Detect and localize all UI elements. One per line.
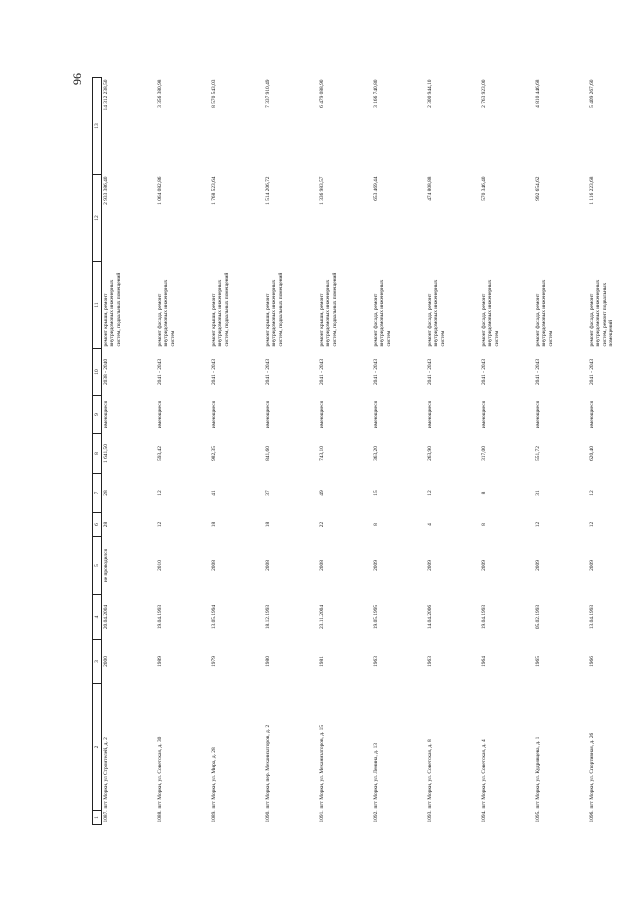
work-type: ремонт фасада, ремонт внутридомовых инженерных систем	[481, 279, 500, 347]
build-year: 1965	[535, 656, 542, 667]
count-6: 18	[265, 521, 272, 528]
address: пгт Морки, ул. Советская, д. 4	[481, 739, 488, 809]
count-7: 12	[589, 490, 596, 496]
date: 05.02.1993	[535, 604, 542, 630]
last-repair: 2008	[319, 560, 326, 571]
column-number: 9	[93, 396, 102, 434]
date: 13.05.1994	[211, 604, 218, 630]
table-row	[372, 78, 426, 825]
row-number: 1090.	[265, 810, 272, 823]
row-number: 1096.	[589, 810, 596, 823]
work-type: ремонт фасада, ремонт внутридомовых инженерных систем, ремонт подвальных помещений	[589, 279, 614, 347]
last-repair: 2008	[211, 560, 218, 571]
work-type: ремонт фасада, ремонт внутридомовых инженерных систем	[427, 279, 446, 347]
cost: 1 116 223,68	[589, 176, 596, 205]
build-year: 1980	[265, 656, 272, 667]
count-6: 12	[589, 521, 596, 528]
count-7: 41	[211, 490, 218, 496]
cost: 1 336 983,57	[319, 176, 326, 205]
status: имеющиеся	[265, 400, 272, 429]
cost: 1 768 523,64	[211, 176, 218, 205]
last-repair: не проводился	[102, 537, 157, 595]
cost: 992 654,62	[535, 176, 542, 201]
table-row	[102, 78, 157, 825]
build-year: 1989	[157, 656, 164, 667]
address: пгт Морки, ул Строителей, д. 2	[102, 684, 157, 811]
table-row	[426, 78, 480, 825]
date: 18.12.1993	[265, 604, 272, 630]
count-6: 4	[427, 523, 434, 526]
row-number: 1091.	[319, 810, 326, 823]
total: 6 479 088,90	[319, 79, 326, 108]
total: 3 166 740,80	[373, 79, 380, 108]
column-number: 4	[93, 595, 102, 640]
count-6: 22	[319, 521, 326, 528]
work-type: ремонт фасада, ремонт внутридомовых инженерных систем	[157, 279, 176, 347]
cost: 570 346,40	[481, 176, 488, 201]
status: имеющиеся	[102, 396, 157, 434]
date: 13.04.1993	[589, 604, 596, 630]
table-header	[93, 78, 102, 825]
last-repair: 2009	[481, 560, 488, 571]
status: имеющиеся	[535, 400, 542, 429]
total: 14 312 238,50	[102, 78, 157, 175]
work-type: ремонт фасада, ремонт внутридомовых инженерных систем	[373, 279, 392, 347]
area: 743,10	[319, 446, 326, 461]
status: имеющиеся	[319, 400, 326, 429]
build-year: 1966	[589, 656, 596, 667]
count-6: 18	[211, 521, 218, 528]
date: 20.04.2004	[102, 595, 157, 640]
table-body	[102, 78, 640, 825]
column-number: 7	[93, 474, 102, 513]
page-number: 96	[70, 73, 84, 85]
column-number: 6	[93, 513, 102, 537]
build-year: 1964	[481, 656, 488, 667]
table-row	[588, 78, 640, 825]
row-number: 1094.	[481, 810, 488, 823]
work-type: ремонт крыши, ремонт внутридомовых инженерных систем, подвальных помещений	[319, 272, 338, 347]
date: 14.04.2006	[427, 604, 434, 630]
column-number: 5	[93, 537, 102, 595]
period: 2041 - 2043	[211, 358, 218, 386]
count-7: 28	[102, 474, 157, 513]
period: 2041 - 2043	[157, 358, 164, 386]
build-year: 1981	[319, 656, 326, 667]
last-repair: 2009	[535, 560, 542, 571]
cost: 653 469,44	[373, 176, 380, 201]
column-number-row	[93, 78, 102, 825]
count-7: 8	[481, 491, 488, 495]
total: 5 409 267,60	[589, 79, 596, 108]
build-year: 1963	[373, 656, 380, 667]
column-number: 2	[93, 684, 102, 811]
row-number: 1087.	[102, 811, 157, 825]
period: 2041 - 2043	[427, 358, 434, 386]
column-number: 13	[93, 78, 102, 175]
address: пгт Морки, ул. Мира, д. 28	[211, 747, 218, 809]
period: 2041 - 2043	[589, 358, 596, 386]
count-7: 12	[157, 490, 164, 496]
count-6: 28	[102, 513, 157, 537]
count-7: 15	[373, 490, 380, 496]
build-year: 1963	[427, 656, 434, 667]
table-row	[156, 78, 210, 825]
build-year: 1979	[211, 656, 218, 667]
address: пгт Морки, ул. Советская, д. 8	[427, 739, 434, 809]
status: имеющиеся	[427, 400, 434, 429]
date: 23.11.2004	[319, 604, 326, 630]
column-number: 8	[93, 434, 102, 474]
row-number: 1089.	[211, 810, 218, 823]
count-6: 12	[535, 521, 542, 528]
area: 551,72	[535, 446, 542, 461]
count-7: 31	[535, 490, 542, 496]
row-number: 1088.	[157, 810, 164, 823]
status: имеющиеся	[481, 400, 488, 429]
area: 841,60	[265, 446, 272, 461]
work-type: ремонт крыши, ремонт внутридомовых инженерных систем, подвальных помещений	[211, 272, 230, 347]
count-7: 12	[427, 490, 434, 496]
column-number: 11	[93, 262, 102, 349]
last-repair: 2008	[265, 560, 272, 571]
table-row	[318, 78, 372, 825]
area: 317,00	[481, 446, 488, 461]
table-row	[210, 78, 264, 825]
address: пгт Морки, пер. Механизаторов, д. 2	[265, 724, 272, 809]
table-row	[264, 78, 318, 825]
period: 2041 - 2043	[481, 358, 488, 386]
count-7: 37	[265, 490, 272, 496]
total: 2 300 944,10	[427, 79, 434, 108]
count-6: 12	[157, 521, 164, 528]
column-number: 1	[93, 811, 102, 825]
status: имеющиеся	[211, 400, 218, 429]
address: пгт Морки, ул. Механизаторов, д. 15	[319, 724, 326, 809]
cost: 2 933 386,40	[102, 175, 157, 262]
table-row	[534, 78, 588, 825]
address: пгт Морки, ул. Кудрявцева, д. 1	[535, 736, 542, 809]
address: пгт Морки, ул. Спортивная, д. 26	[589, 732, 596, 809]
area: 620,40	[589, 446, 596, 461]
period: 2041 - 2043	[319, 358, 326, 386]
table-row	[480, 78, 534, 825]
period: 2041 - 2043	[535, 358, 542, 386]
work-type: ремонт крыши, ремонт внутридомовых инженерных систем, подвальных помещений	[265, 272, 284, 347]
last-repair: 2009	[373, 560, 380, 571]
period: 2041 - 2043	[373, 358, 380, 386]
total: 3 356 380,98	[157, 79, 164, 108]
total: 7 337 910,49	[265, 79, 272, 108]
registry-table	[92, 77, 640, 825]
column-number: 10	[93, 349, 102, 396]
column-number: 3	[93, 640, 102, 684]
work-type: ремонт крыши, ремонт внутридомовых инженерных систем, подвальных помещений	[102, 262, 157, 349]
build-year: 2000	[102, 640, 157, 684]
cost: 1 064 082,86	[157, 176, 164, 205]
date: 19.04.1993	[481, 604, 488, 630]
status: имеющиеся	[373, 400, 380, 429]
status: имеющиеся	[157, 400, 164, 429]
row-number: 1092.	[373, 810, 380, 823]
area: 982,35	[211, 446, 218, 461]
period: 2038 - 2040	[102, 349, 157, 396]
work-type: ремонт фасада, ремонт внутридомовых инженерных систем	[535, 279, 554, 347]
column-number: 12	[93, 175, 102, 262]
status: имеющиеся	[589, 400, 596, 429]
date: 19.05.1995	[373, 604, 380, 630]
cost: 1 514 206,72	[265, 176, 272, 205]
count-6: 8	[373, 523, 380, 526]
area: 363,20	[373, 446, 380, 461]
last-repair: 2009	[427, 560, 434, 571]
row-number: 1095.	[535, 810, 542, 823]
last-repair: 2010	[157, 560, 164, 571]
area: 263,90	[427, 446, 434, 461]
row-number: 1093.	[427, 810, 434, 823]
total: 4 810 446,68	[535, 79, 542, 108]
area: 1 641,50	[102, 434, 157, 474]
count-7: 49	[319, 490, 326, 496]
total: 2 763 923,00	[481, 79, 488, 108]
period: 2041 - 2043	[265, 358, 272, 386]
count-6: 8	[481, 523, 488, 526]
area: 593,42	[157, 446, 164, 461]
last-repair: 2009	[589, 560, 596, 571]
date: 19.04.1993	[157, 604, 164, 630]
total: 8 570 543,03	[211, 79, 218, 108]
address: пгт Морки, ул. Ленина, д. 13	[373, 743, 380, 809]
cost: 474 808,88	[427, 176, 434, 201]
address: пгт Морки, ул. Советская, д. 30	[157, 736, 164, 809]
